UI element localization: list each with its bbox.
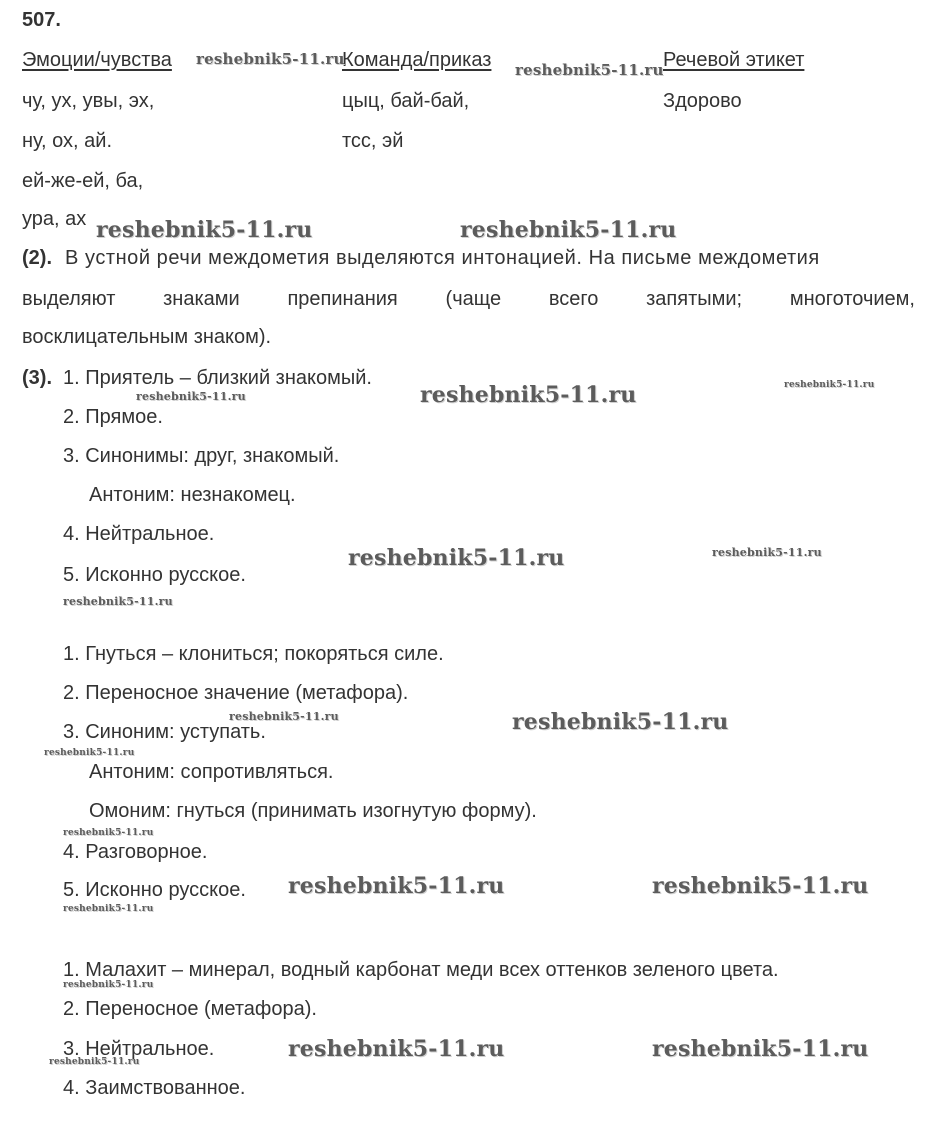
- block2-item4: 4. Разговорное.: [63, 841, 208, 863]
- block2-item3: 3. Синоним: уступать.: [63, 721, 266, 743]
- watermark: reshebnik5-11.ru: [512, 709, 729, 735]
- watermark: reshebnik5-11.ru: [63, 904, 154, 914]
- part2-line1: В устной речи междометия выделяются интонацией. На письме междометия: [65, 247, 820, 269]
- watermark: reshebnik5-11.ru: [460, 217, 677, 243]
- part2-word: запятыми;: [646, 288, 743, 310]
- header-etiquette: Речевой этикет: [663, 49, 805, 71]
- col1-row4: ура, ах: [22, 208, 87, 230]
- block3-item3: 3. Нейтральное.: [63, 1038, 215, 1060]
- header-emotions: Эмоции/чувства: [22, 49, 172, 71]
- part2-first-line: [22, 246, 52, 270]
- task-number: 507.: [22, 9, 61, 31]
- block1-item1: 1. Приятель – близкий знакомый.: [63, 367, 372, 389]
- part2-word: многоточием,: [789, 288, 915, 310]
- block3-item4: 4. Заимствованное.: [63, 1077, 246, 1099]
- watermark: reshebnik5-11.ru: [784, 380, 875, 390]
- block2-item5: 5. Исконно русское.: [63, 879, 246, 901]
- col3-row1: Здорово: [663, 90, 742, 112]
- block3-item1: 1. Малахит – минерал, водный карбонат меди всех оттенков зеленого цвета.: [63, 959, 779, 981]
- col2-row2: тсс, эй: [342, 130, 404, 152]
- watermark: reshebnik5-11.ru: [652, 873, 869, 899]
- block1-item5: 5. Исконно русское.: [63, 564, 246, 586]
- block1-item4: 4. Нейтральное.: [63, 523, 215, 545]
- watermark: reshebnik5-11.ru: [712, 546, 822, 559]
- part3-marker: (3).: [22, 367, 52, 389]
- part2-word: знаками: [163, 288, 240, 310]
- watermark: reshebnik5-11.ru: [288, 873, 505, 899]
- block1-item3-antonym: Антоним: незнакомец.: [89, 484, 296, 506]
- part2-marker: (2).: [22, 247, 52, 269]
- watermark: reshebnik5-11.ru: [420, 382, 637, 408]
- watermark: reshebnik5-11.ru: [348, 545, 565, 571]
- watermark: reshebnik5-11.ru: [63, 980, 154, 990]
- part2-word: препинания: [287, 288, 398, 310]
- watermark: reshebnik5-11.ru: [63, 595, 173, 608]
- watermark: reshebnik5-11.ru: [652, 1036, 869, 1062]
- watermark: reshebnik5-11.ru: [288, 1036, 505, 1062]
- col1-row2: ну, ох, ай.: [22, 130, 113, 152]
- col1-row3: ей-же-ей, ба,: [22, 170, 144, 192]
- block2-item3-antonym: Антоним: сопротивляться.: [89, 761, 334, 783]
- watermark: reshebnik5-11.ru: [515, 61, 664, 79]
- watermark: reshebnik5-11.ru: [49, 1057, 140, 1067]
- col1-row1: чу, ух, увы, эх,: [22, 90, 155, 112]
- watermark: reshebnik5-11.ru: [63, 828, 154, 838]
- watermark: reshebnik5-11.ru: [44, 748, 135, 758]
- header-commands: Команда/приказ: [342, 49, 492, 71]
- part2-line3: восклицательным знаком).: [22, 326, 272, 348]
- block2-item2: 2. Переносное значение (метафора).: [63, 682, 409, 704]
- watermark: reshebnik5-11.ru: [136, 390, 246, 403]
- block3-item2: 2. Переносное (метафора).: [63, 998, 317, 1020]
- part2-line2: [22, 287, 915, 311]
- part2-word: всего: [548, 288, 599, 310]
- part2-word: (чаще: [445, 288, 502, 310]
- part2-word: выделяют: [22, 288, 116, 310]
- block2-item3-homonym: Омоним: гнуться (принимать изогнутую форму).: [89, 800, 537, 822]
- watermark: reshebnik5-11.ru: [229, 710, 339, 723]
- watermark: reshebnik5-11.ru: [196, 50, 345, 68]
- col2-row1: цыц, бай-бай,: [342, 90, 470, 112]
- block1-item2: 2. Прямое.: [63, 406, 163, 428]
- block2-item1: 1. Гнуться – клониться; покоряться силе.: [63, 643, 444, 665]
- watermark: reshebnik5-11.ru: [96, 217, 313, 243]
- block1-item3: 3. Синонимы: друг, знакомый.: [63, 445, 340, 467]
